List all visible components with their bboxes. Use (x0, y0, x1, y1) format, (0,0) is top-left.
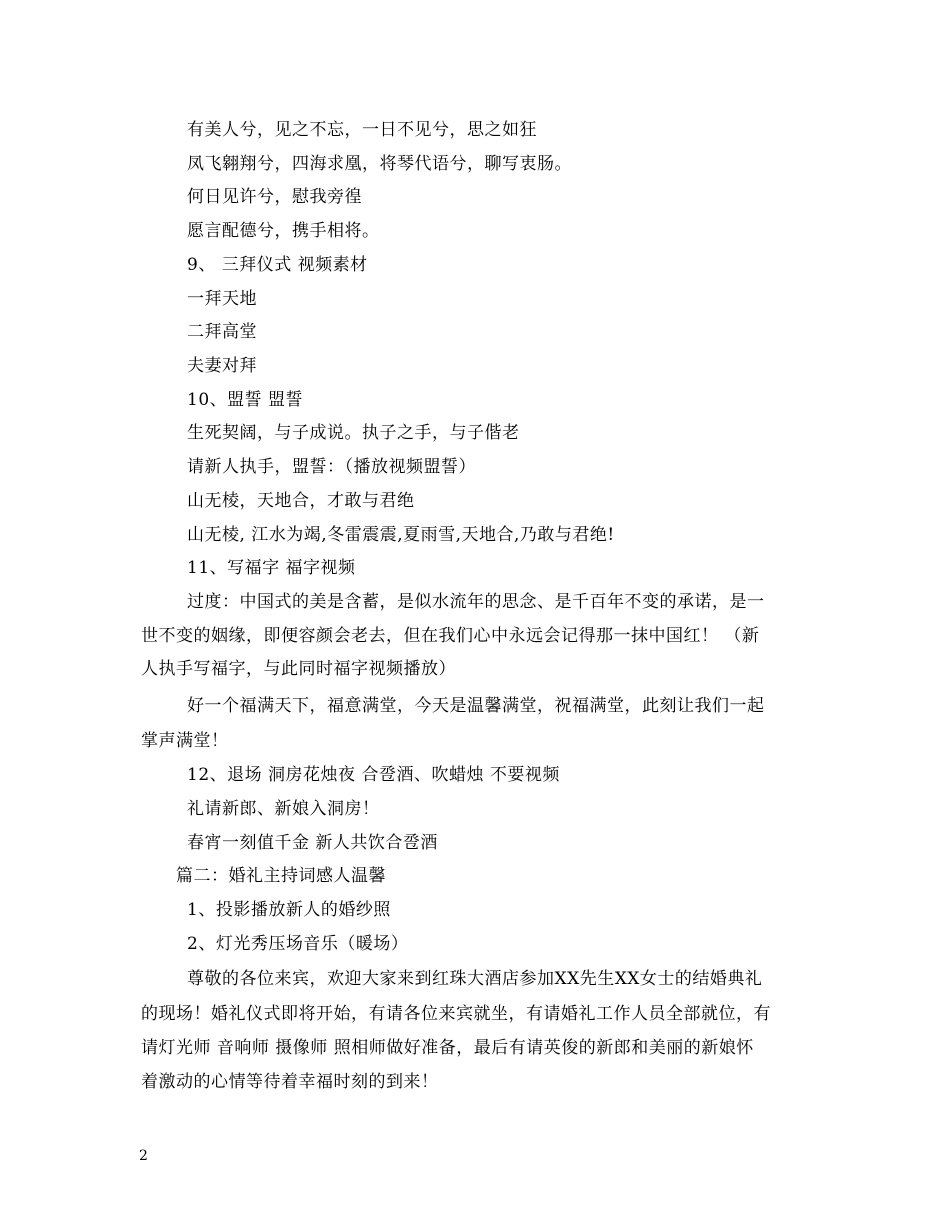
blessing-paragraph-line-2: 掌声满堂！ (141, 731, 229, 751)
exit-line-2: 春宵一刻值千金 新人共饮合卺酒 (187, 833, 438, 853)
section-heading-11: 11、写福字 福字视频 (187, 558, 356, 578)
vow-line-4: 山无棱, 江水为竭,冬雷震震,夏雨雪,天地合,乃敢与君绝! (187, 525, 615, 545)
transition-paragraph-line-3: 人执手写福字，与此同时福字视频播放） (141, 659, 456, 679)
section-heading-9: 9、 三拜仪式 视频素材 (187, 255, 368, 275)
poem-line-3: 何日见许兮，慰我旁徨 (187, 187, 362, 207)
vow-line-1: 生死契阔，与子成说。执子之手，与子偕老 (187, 423, 520, 443)
blessing-paragraph-line-1: 好一个福满天下，福意满堂，今天是温馨满堂，祝福满堂，此刻让我们一起 (187, 696, 765, 716)
exit-line-1: 礼请新郎、新娘入洞房！ (187, 799, 380, 819)
welcome-paragraph-line-2: 的现场！婚礼仪式即将开始，有请各位来宾就坐，有请婚礼工作人员全部就位，有 (141, 1004, 771, 1024)
ceremony-step-2: 二拜高堂 (187, 322, 257, 342)
poem-line-4: 愿言配德兮，携手相将。 (187, 221, 380, 241)
program-item-1: 1、投影播放新人的婚纱照 (187, 900, 391, 920)
welcome-paragraph-line-4: 着激动的心情等待着幸福时刻的到来！ (141, 1072, 439, 1092)
poem-line-2: 凤飞翱翔兮，四海求凰，将琴代语兮，聊写衷肠。 (187, 154, 572, 174)
program-item-2: 2、灯光秀压场音乐（暖场） (187, 934, 409, 954)
ceremony-step-1: 一拜天地 (187, 289, 257, 309)
welcome-paragraph-line-3: 请灯光师 音响师 摄像师 照相师做好准备，最后有请英俊的新郎和美丽的新娘怀 (141, 1038, 754, 1058)
welcome-paragraph-line-1: 尊敬的各位来宾，欢迎大家来到红珠大酒店参加XX先生XX女士的结婚典礼 (187, 969, 763, 989)
poem-line-1: 有美人兮，见之不忘，一日不见兮，思之如狂 (187, 120, 537, 140)
vow-line-3: 山无棱，天地合，才敢与君绝 (187, 491, 415, 511)
transition-paragraph-line-2: 世不变的姻缘，即便容颜会老去，但在我们心中永远会记得那一抹中国红！ （新 (141, 626, 760, 646)
vow-line-2: 请新人执手，盟誓：（播放视频盟誓） (187, 457, 476, 477)
transition-paragraph-line-1: 过度：中国式的美是含蓄，是似水流年的思念、是千百年不变的承诺，是一 (187, 592, 765, 612)
section-heading-12: 12、退场 洞房花烛夜 合卺酒、吹蜡烛 不要视频 (187, 765, 560, 785)
page-number: 2 (139, 1148, 148, 1164)
chapter-heading-2: 篇二：婚礼主持词感人温馨 (176, 866, 386, 886)
section-heading-10: 10、盟誓 盟誓 (187, 390, 304, 410)
ceremony-step-3: 夫妻对拜 (187, 356, 257, 376)
